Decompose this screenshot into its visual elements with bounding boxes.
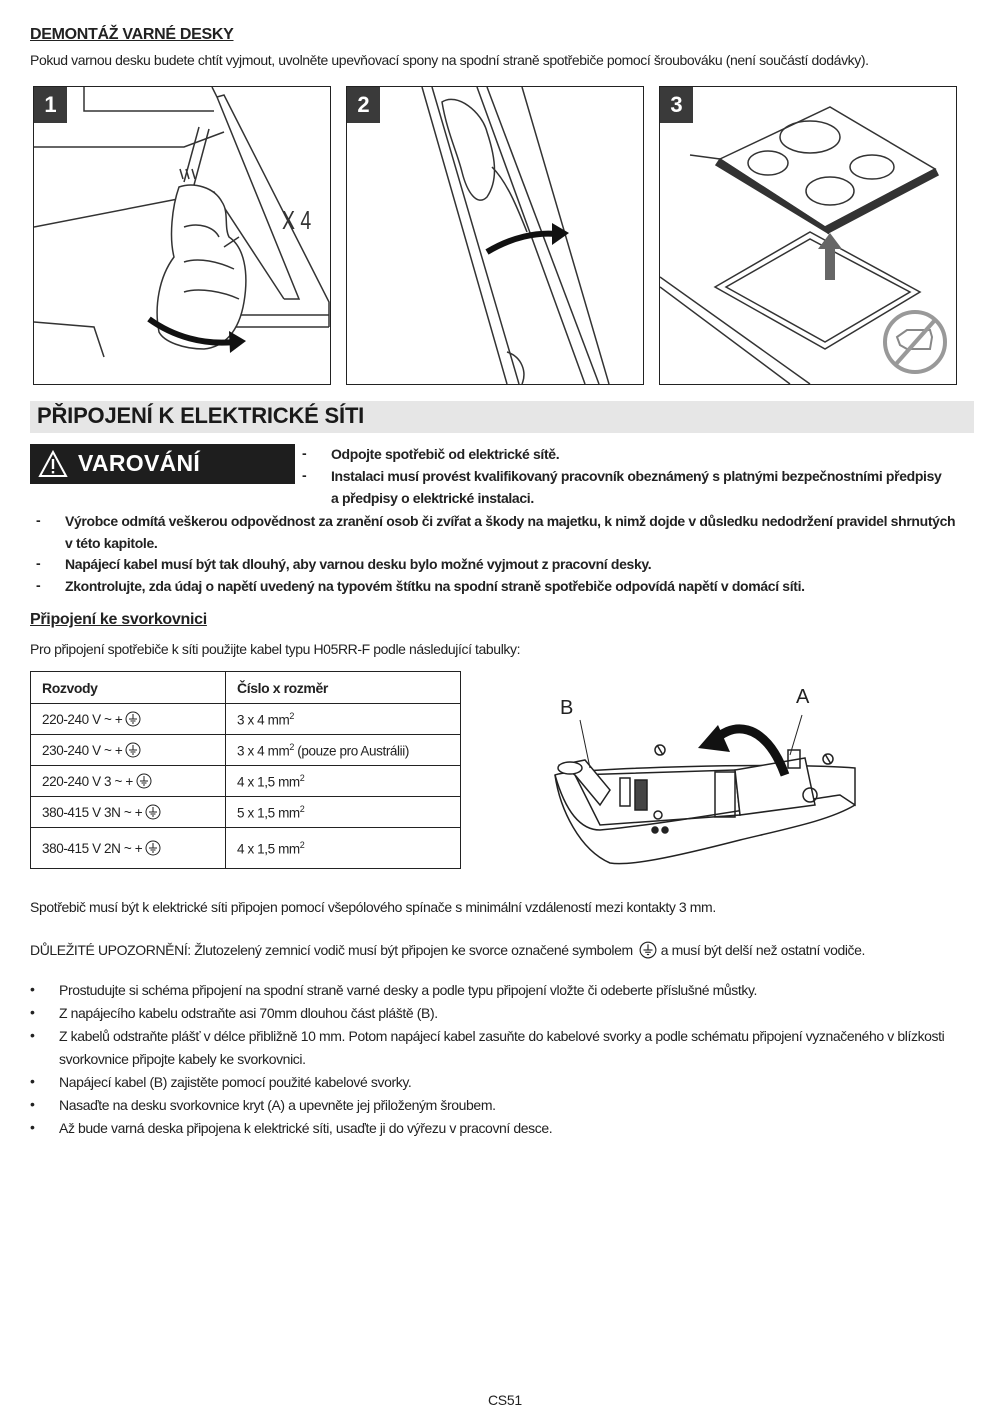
- table-header-size: Číslo x rozměr: [226, 672, 461, 704]
- warning-item-1: Odpojte spotřebič od elektrické sítě.: [331, 446, 560, 462]
- diagram-label-b: B: [560, 697, 574, 719]
- table-row: [31, 704, 461, 735]
- figure-2: [346, 86, 644, 385]
- bullet-item-3-cont: svorkovnice připojte kabely ke svorkovnici.: [59, 1051, 306, 1067]
- table-cell-size: 3 x 4 mm: [237, 712, 290, 728]
- table-cell-sup: 2: [299, 839, 305, 850]
- intro-text: Pokud varnou desku budete chtít vyjmout, uvolněte upevňovací spony na spodní straně spotřebiče pomocí šroubováku (není součástí dodávky).: [30, 52, 869, 68]
- dash-marker: -: [36, 555, 41, 571]
- diagram-label-a: A: [796, 686, 810, 708]
- bullet-marker: •: [30, 1119, 35, 1135]
- table-cell-size: 5 x 1,5 mm: [237, 805, 300, 821]
- important-suffix: a musí být delší než ostatní vodiče.: [660, 942, 866, 958]
- table-row: [31, 766, 461, 797]
- bullet-marker: •: [30, 981, 35, 997]
- figure-1-number: 1: [34, 87, 67, 123]
- table-cell-supply: 380-415 V 2N ~ +: [42, 841, 143, 856]
- earth-icon: [136, 773, 152, 789]
- important-note: [30, 941, 865, 959]
- dash-marker: -: [36, 512, 41, 528]
- bullet-item-6: Až bude varná deska připojena k elektrické síti, usaďte ji do výřezu v pracovní desce.: [59, 1120, 553, 1136]
- earth-icon: [639, 941, 657, 959]
- figure-3-illustration: [660, 87, 956, 384]
- warning-item-5: Zkontrolujte, zda údaj o napětí uvedený na typovém štítku na spodní straně spotřebiče odpovídá napětí v domácí síti.: [65, 578, 805, 594]
- important-prefix: DŮLEŽITÉ UPOZORNĚNÍ: Žlutozelený zemnicí vodič musí být připojen ke svorce označené symbolem: [30, 942, 633, 958]
- table-cell-supply: 230-240 V ~ +: [42, 743, 123, 758]
- table-cell-sup: 2: [299, 772, 305, 783]
- figure-1-caption: X 4: [282, 205, 312, 235]
- table-header-supply: Rozvody: [31, 672, 226, 704]
- table-cell-sup: 2: [299, 803, 305, 814]
- table-cell-size: 4 x 1,5 mm: [237, 841, 300, 857]
- warning-item-3-cont: v této kapitole.: [65, 535, 158, 551]
- section-title: PŘIPOJENÍ K ELEKTRICKÉ SÍTI: [37, 403, 365, 428]
- section-heading-demontaz: DEMONTÁŽ VARNÉ DESKY: [30, 26, 234, 43]
- cable-table: [30, 671, 461, 869]
- warning-item-2: Instalaci musí provést kvalifikovaný pracovník obeznámený s platnými bezpečnostními předpisy: [331, 468, 942, 484]
- bullet-item-4: Napájecí kabel (B) zajistěte pomocí použité kabelové svorky.: [59, 1074, 412, 1090]
- figure-3: [659, 86, 957, 385]
- table-row: [31, 828, 461, 869]
- figure-1: [33, 86, 331, 385]
- earth-icon: [125, 711, 141, 727]
- table-cell-size: 3 x 4 mm: [237, 743, 290, 759]
- table-cell-supply: 220-240 V ~ +: [42, 712, 123, 727]
- warning-triangle-icon: [38, 450, 68, 478]
- dash-marker: -: [36, 577, 41, 593]
- switch-note: Spotřebič musí být k elektrické síti připojen pomocí všepólového spínače s minimální vzdáleností mezi kontakty 3 mm.: [30, 899, 716, 915]
- earth-icon: [125, 742, 141, 758]
- dash-marker: -: [302, 445, 307, 461]
- bullet-item-1: Prostudujte si schéma připojení na spodní straně varné desky a podle typu připojení vložte či odeberte příslušné můstky.: [59, 982, 758, 998]
- bullet-marker: •: [30, 1096, 35, 1112]
- warning-item-2-cont: a předpisy o elektrické instalaci.: [331, 490, 534, 506]
- figure-2-number: 2: [347, 87, 380, 123]
- bullet-marker: •: [30, 1027, 35, 1043]
- bullet-item-5: Nasaďte na desku svorkovnice kryt (A) a upevněte jej přiloženým šroubem.: [59, 1097, 496, 1113]
- bullet-marker: •: [30, 1004, 35, 1020]
- connection-intro: Pro připojení spotřebiče k síti použijte kabel typu H05RR-F podle následující tabulky:: [30, 641, 521, 657]
- dash-marker: -: [302, 467, 307, 483]
- table-cell-supply: 220-240 V 3 ~ +: [42, 774, 133, 789]
- page-number: CS51: [488, 1392, 522, 1408]
- earth-icon: [145, 840, 161, 856]
- terminal-block-diagram: [540, 680, 860, 870]
- bullet-marker: •: [30, 1073, 35, 1089]
- table-cell-sup: 2: [289, 710, 294, 721]
- earth-icon: [145, 804, 161, 820]
- warning-item-3: Výrobce odmítá veškerou odpovědnost za zranění osob či zvířat a škody na majetku, k nimž dojde v důsledku nedodržení pravidel shrnutých: [65, 513, 956, 529]
- table-cell-supply: 380-415 V 3N ~ +: [42, 805, 143, 820]
- connection-heading: Připojení ke svorkovnici: [30, 611, 207, 628]
- table-cell-note: (pouze pro Austrálii): [293, 743, 409, 759]
- table-cell-size: 4 x 1,5 mm: [237, 774, 300, 790]
- table-cell-sup: 2: [289, 741, 294, 752]
- table-row: [31, 797, 461, 828]
- bullet-item-3: Z kabelů odstraňte plášť v délce přibližně 10 mm. Potom napájecí kabel zasuňte do kabelové svorky a podle schématu připojení vyznačeného v blízkosti: [59, 1028, 945, 1044]
- warning-item-4: Napájecí kabel musí být tak dlouhý, aby varnou desku bylo možné vyjmout z pracovní desky.: [65, 556, 652, 572]
- table-row: [31, 735, 461, 766]
- warning-box: [30, 444, 295, 484]
- figure-2-illustration: [347, 87, 643, 384]
- figure-3-number: 3: [660, 87, 693, 123]
- bullet-item-2: Z napájecího kabelu odstraňte asi 70mm dlouhou část pláště (B).: [59, 1005, 438, 1021]
- warning-label: VAROVÁNÍ: [78, 450, 201, 476]
